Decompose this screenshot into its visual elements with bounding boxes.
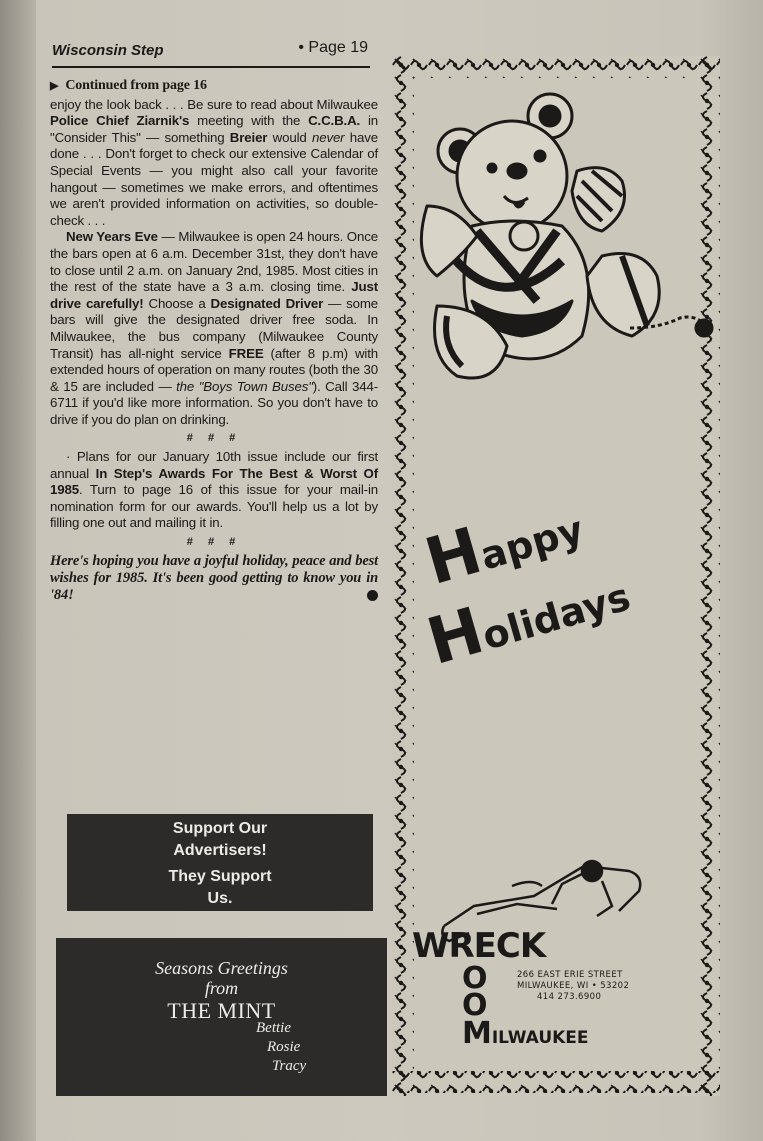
wreck-room-logo	[412, 916, 702, 1051]
p1-italic-never: never	[311, 129, 345, 145]
teddy-bear-icon	[421, 94, 712, 378]
support-line-1: Support Our	[172, 820, 268, 837]
milwaukee-capital: M	[462, 1016, 492, 1051]
closing-paragraph	[50, 553, 378, 604]
publication-name: Wisconsin Step	[52, 42, 164, 59]
wreck-room-ad	[392, 56, 720, 1096]
p2-text-a: — Milwaukee is open 24 hours. Once the bars open at 6 a.m. December 31st, they don't have to close until 2 a.m. on January 2nd, 1985. Most cities in the rest of the state have a 3 a.m. closing time.	[50, 229, 378, 295]
happy-holidays-lettering	[417, 506, 672, 736]
separator-1: # # #	[186, 432, 242, 445]
wreck-address-city: MILWAUKEE, WI • 53202	[517, 981, 630, 991]
p1-text-d: would	[267, 129, 312, 145]
continued-text: Continued from page 16	[65, 78, 207, 93]
separator-2: # # #	[186, 536, 242, 549]
happy-capital: H	[417, 514, 490, 600]
mint-staff-name: Rosie	[267, 1039, 301, 1055]
mint-greeting: Seasons Greetings	[155, 958, 288, 978]
p1-text-b: meeting with the	[189, 113, 309, 129]
mint-name: THE MINT	[167, 998, 276, 1023]
p2-text-d: (after 8 p.m) with extended hours of operation on many routes (both the 30 & 15 are included —	[50, 345, 378, 394]
holidays-rest: olidays	[477, 574, 635, 659]
support-advertisers-box	[67, 814, 373, 911]
p1-text-e: have done . . . Don't forget to check our extensive Calendar of Special Events — you might also call your favorite hangout — sometimes we make errors, and oftentimes we aren't provided information on activities, so double-check . . .	[50, 129, 379, 228]
p1-bold-police-chief: Police Chief Ziarnik's	[50, 113, 190, 129]
page-gutter	[0, 0, 36, 1141]
wreck-address-street: 266 EAST ERIE STREET	[517, 970, 623, 980]
support-line-2: Advertisers!	[173, 842, 267, 859]
p1-text-c: in "Consider This" — something	[50, 113, 379, 145]
happy-rest: appy	[475, 507, 589, 579]
wreck-phone: 414 273.6900	[537, 992, 602, 1002]
p2-text-e: ). Call 344-6711 if you'd like more information. So you don't have to drive if you do plan on drinking.	[50, 378, 379, 427]
p3-text-b: . Turn to page 16 of this issue for your mail-in nomination form for our awards. You'll help us a lot by filling one out and mailing it in.	[50, 482, 378, 531]
p3-text-a: · Plans for our January 10th issue include our first annual	[50, 449, 378, 481]
support-line-3: They Support	[168, 868, 272, 885]
p2-text-b: Choose a	[143, 295, 211, 311]
room-letter: O	[462, 961, 488, 996]
p3-bold-awards: In Step's Awards For The Best & Worst Of 1985	[50, 465, 378, 498]
continued-line	[50, 78, 378, 95]
p1-bold-breier: Breier	[229, 129, 268, 145]
holidays-capital: H	[419, 594, 492, 680]
mint-staff-name: Tracy	[272, 1058, 307, 1074]
p2-text-c: — some bars will give the designated driver free soda. In Milwaukee, the bus company (Milwaukee County Transit) has all-night service	[50, 295, 379, 361]
end-dot-icon	[367, 590, 378, 601]
closing-text: Here's hoping you have a joyful holiday, peace and best wishes for 1985. It's been good getting to know you in '84!	[50, 552, 378, 603]
p1-bold-ccba: C.C.B.A.	[308, 113, 361, 129]
milwaukee-rest: ILWAUKEE	[491, 1028, 589, 1048]
p2-bold-new-years-eve: New Years Eve	[66, 229, 158, 245]
milwaukee-word	[462, 1016, 589, 1051]
p2-bold-free: FREE	[228, 345, 264, 361]
mint-from: from	[204, 978, 239, 998]
paragraph-1	[50, 97, 378, 230]
p1-text-a: enjoy the look back . . . Be sure to read about Milwaukee	[50, 96, 378, 112]
header-rule	[52, 66, 370, 68]
room-letter: O	[462, 988, 488, 1023]
p2-bold-designated-driver: Designated Driver	[210, 295, 324, 311]
p2-bold-drive-carefully: Just drive carefully!	[50, 279, 378, 311]
mint-ad	[56, 938, 387, 1096]
article-column	[50, 78, 378, 604]
p2-italic-boys-town: the "Boys Town Buses"	[176, 378, 313, 394]
arrow-icon: ▶	[50, 80, 59, 92]
mint-staff-name: Bettie	[256, 1020, 291, 1036]
paragraph-3	[50, 449, 378, 532]
running-head	[52, 36, 370, 66]
wreck-word: WRECK	[412, 926, 546, 966]
page-number: • Page 19	[298, 39, 368, 56]
paragraph-2	[50, 229, 378, 428]
support-line-4: Us.	[207, 890, 233, 907]
